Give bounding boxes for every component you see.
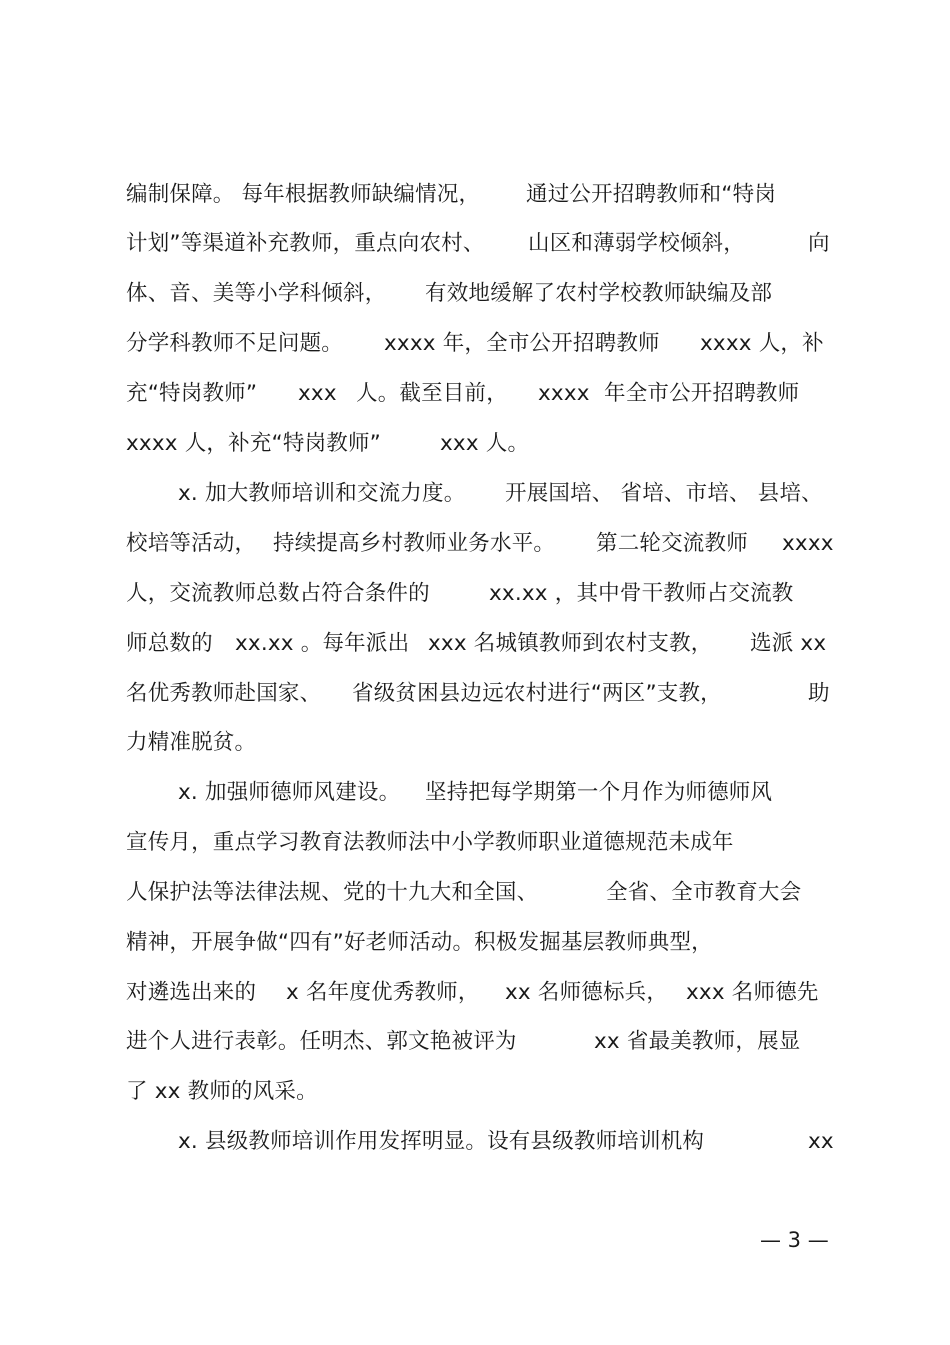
text-segment: 力精准脱贫。	[126, 730, 257, 755]
text-line	[0, 374, 950, 414]
text-segment: 充“特岗教师”	[126, 381, 258, 406]
text-segment: xxxx	[538, 381, 590, 406]
text-segment: 编制保障。 每年根据教师缺编情况，	[126, 182, 481, 207]
text-segment: 年全市公开招聘教师	[604, 381, 800, 406]
text-line	[0, 923, 950, 963]
text-line	[0, 773, 950, 813]
text-segment: 省级贫困县边远农村进行“两区”支教，	[352, 681, 722, 706]
text-segment: x. 加大教师培训和交流力度。	[178, 481, 466, 506]
text-segment: xx 名师德标兵，	[505, 980, 669, 1005]
text-segment: 了 xx 教师的风采。	[126, 1079, 318, 1104]
text-segment: xx.xx 。每年派出	[235, 631, 410, 656]
text-line	[0, 1022, 950, 1062]
text-segment: 向	[808, 231, 830, 256]
text-line	[0, 674, 950, 714]
text-line	[0, 723, 950, 763]
text-segment: 第二轮交流教师	[596, 531, 748, 556]
text-segment: 选派 xx	[750, 631, 827, 656]
text-segment: 人保护法等法律法规、党的十九大和全国、	[126, 880, 539, 905]
text-segment: xx 省最美教师，展显	[594, 1029, 801, 1054]
text-line	[0, 474, 950, 514]
text-segment: x. 县级教师培训作用发挥明显。设有县级教师培训机构	[178, 1129, 705, 1154]
text-segment: xxx 名师德先	[686, 980, 819, 1005]
text-segment: 坚持把每学期第一个月作为师德师风	[425, 780, 773, 805]
text-line	[0, 524, 950, 564]
text-segment: 持续提高乡村教师业务水平。	[273, 531, 556, 556]
text-line	[0, 424, 950, 464]
text-segment: 名优秀教师赴国家、	[126, 681, 322, 706]
text-segment: xx.xx ，其中骨干教师占交流教	[489, 581, 794, 606]
text-line	[0, 224, 950, 264]
text-segment: xx	[808, 1129, 834, 1154]
text-line	[0, 1072, 950, 1112]
text-segment: 通过公开招聘教师和“特岗	[526, 182, 777, 207]
text-segment: xxx 名城镇教师到农村支教，	[428, 631, 713, 656]
text-segment: x 名年度优秀教师，	[286, 980, 480, 1005]
page-number: — 3 —	[760, 1228, 829, 1252]
text-segment: 宣传月，重点学习教育法教师法中小学教师职业道德规范未成年	[126, 830, 734, 855]
text-segment: 精神，开展争做“四有”好老师活动。积极发掘基层教师典型，	[126, 930, 713, 955]
text-segment: xxxx 年，全市公开招聘教师	[384, 331, 660, 356]
text-segment: 全省、全市教育大会	[606, 880, 802, 905]
text-segment: 有效地缓解了农村学校教师缺编及部	[425, 281, 773, 306]
text-segment: 分学科教师不足问题。	[126, 331, 344, 356]
text-segment: xxxx	[782, 531, 834, 556]
text-line	[0, 324, 950, 364]
text-segment: xxxx 人，补	[700, 331, 824, 356]
text-segment: 校培等活动，	[126, 531, 257, 556]
text-segment: xxx 人。	[440, 431, 530, 456]
text-segment: xxxx 人，补充“特岗教师”	[126, 431, 382, 456]
text-line	[0, 274, 950, 314]
text-segment: 人，交流教师总数占符合条件的	[126, 581, 430, 606]
text-segment: 助	[808, 681, 830, 706]
text-line	[0, 873, 950, 913]
text-segment: 山区和薄弱学校倾斜，	[528, 231, 746, 256]
text-line	[0, 1122, 950, 1162]
text-line	[0, 624, 950, 664]
text-segment: 人。截至目前，	[356, 381, 508, 406]
text-segment: xxx	[298, 381, 337, 406]
text-segment: 师总数的	[126, 631, 213, 656]
text-line	[0, 823, 950, 863]
text-segment: 开展国培、 省培、市培、 县培、	[505, 481, 823, 506]
text-line	[0, 574, 950, 614]
text-segment: 体、音、美等小学科倾斜，	[126, 281, 387, 306]
text-segment: 计划”等渠道补充教师，重点向农村、	[126, 231, 485, 256]
text-segment: x. 加强师德师风建设。	[178, 780, 401, 805]
text-line	[0, 973, 950, 1013]
text-line	[0, 175, 950, 215]
text-segment: 对遴选出来的	[126, 980, 257, 1005]
text-segment: 进个人进行表彰。任明杰、郭文艳被评为	[126, 1029, 517, 1054]
